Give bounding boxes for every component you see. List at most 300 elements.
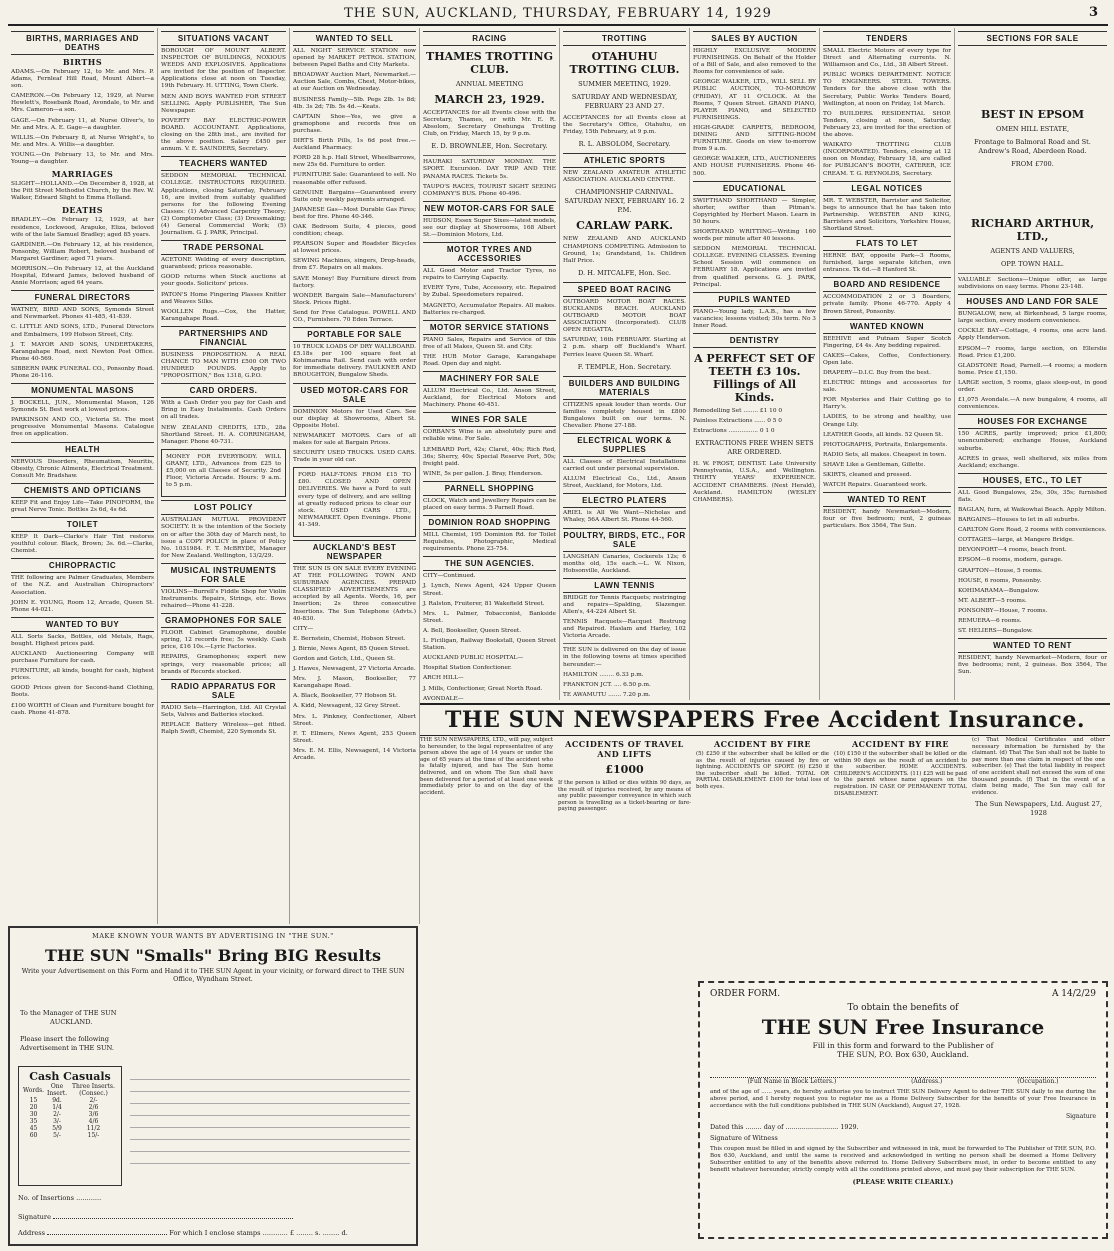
list-item: PIANO Sales, Repairs and Service of this free of all Makes, Queen St. and City. [423,336,556,350]
list-item: MONEY FOR EVERYBODY. WILL GRANT, LTD., Advances from £25 to £5,000 on all Classes of Security. 2nd Floor, Victoria Arcade. Hours: 9 a.m. to 5 p.m. [166,453,281,489]
wanted-rent-head: WANTED TO RENT [958,638,1107,653]
list-item: VIOLINS—Burrell's Fiddle Shop for Violin Instruments. Repairs, Strings, etc. Bows rehaired—Phone 41-228. [161,588,286,610]
list-item: ARCH HILL— [423,675,464,682]
insurance-signature: The Sun Newspapers, Ltd. August 27, 1928 [975,800,1102,818]
toilet-head: TOILET [11,517,154,532]
table-row [23,1118,117,1125]
smalls-headline: THE SUN "Smalls" Bring BIG Results [44,946,381,965]
order-form-number: A 14/2/29 [1051,989,1096,999]
list-item: WONDER Bargain Sale—Manufacturers' Stock. Prices Right. [293,292,416,306]
list-item: TE AWAMUTU ....... 7.20 p.m. [563,691,651,698]
money-ad [161,449,286,497]
agent-name: RICHARD ARTHUR, LTD., [970,217,1095,243]
list-item: ACRES in grass, well sheltered, six miles from Auckland; exchange. [958,455,1107,469]
fire-head-2: ACCIDENT BY FIRE [851,739,950,749]
summer-meeting: SUMMER MEETING, 1929. [578,80,671,88]
list-item: HOUSE, 6 rooms, Ponsonby. [958,577,1042,584]
order-form [698,981,1108,1239]
list-item: GAGE.—On February 11, at Nurse Oliver's, to Mr. and Mrs. A. E. Gage—a daughter. [11,117,154,131]
list-item: J. BOCKELL, JUN., Monumental Mason, 126 Symonds St. Best work at lowest prices. [11,400,154,414]
name-label: (Full Name in Block Letters.) [747,1078,837,1085]
pupils-head: PUPILS WANTED [693,292,816,307]
list-item: Extractions ................ 0 1 0 [693,428,775,435]
insurance-col-4 [834,737,967,997]
ad-line[interactable] [130,1152,410,1164]
list-item: SHAVE Like a Gentleman, Gillette. [823,461,926,468]
used-cars-head: USED MOTOR-CARS FOR SALE [293,383,416,407]
divider [423,155,556,156]
ad-line[interactable] [130,1080,410,1092]
list-item: Painless Extractions ...... 0 5 0 [693,418,782,425]
ford-ad [293,467,416,537]
chemists-head: CHEMISTS AND OPTICIANS [11,483,154,498]
list-item: CARLTON Gore Road, 2 rooms with conveniences. [958,527,1107,534]
divider [563,643,686,644]
order-address: THE SUN, P.O. Box 630, Auckland. [837,1050,969,1059]
list-item: BROADWAY Auction Mart, Newmarket.—Auction Sale, Combs, Chest, Motor-bikes, at our Auction on Wednesday. [293,72,416,93]
gramophones-head: GRAMOPHONES FOR SALE [161,613,286,628]
list-item: EPSOM—7 rooms, large section, on Ellerslie Road. Price £1,200. [958,345,1107,359]
list-item: HIGH-GRADE CARPETS, BEDROOM, DINING AND SITTING-ROOM FURNITURE. Goods on view to-morrow from 9 a.m. [693,124,816,153]
list-item: BUSINESS PROPOSITION. A REAL CHANCE TO MAN WITH £500 OR TWO HUNDRED POUNDS. Apply to "PROPOSITION," Box 1318, G.P.O. [161,351,286,380]
list-item: FURNITURE Sale: Guaranteed to sell. No reasonable offer refused. [293,172,416,186]
dated-line: Dated this ........ day of .......................... 1929. [710,1123,859,1131]
list-item: NEW ZEALAND CREDITS, LTD., 28a Shortland Street. H. A. CORRINGHAM, Manager. Phone 40-731. [161,424,286,445]
table-header [23,1083,117,1097]
annual-meeting: ANNUAL MEETING [455,80,524,88]
list-item: LANGSHAN Canaries, Cockerels 12s; 6 months old, 15s each.—L. W. Nixon, Hobsonville, Auckland. [563,553,686,574]
list-item: SECURITY USED TRUCKS. USED CARS. Trade in your old car. [293,450,416,464]
list-item: GLADSTONE Road, Parnell.—4 rooms; a modern home. Price £1,150. [958,362,1107,376]
electrical-head: ELECTRICAL WORK & SUPPLIES [563,433,686,457]
insurance-amount: £1000 [605,763,644,776]
list-item: GARDINER.—On February 12, at his residence, Ponsonby, William Robert, beloved husband of Margaret Gardiner; aged 71 years. [11,241,154,262]
column-auctions [690,28,820,700]
list-item: ALL Good Bungalows, 25s, 30s, 35s; furnished flats. [958,489,1107,503]
list-item: CAMERON.—On February 12, 1929, at Nurse Hewlett's, Rosebank Road, Avondale, to Mr. and Mrs. Cameron—a son. [11,93,154,114]
list-item: BARGAINS—Houses to let in all suburbs. [958,517,1080,524]
list-item: LADIES, to be strong and healthy, use Orange Lily. [823,414,951,428]
trot-secretary: R. L. ABSOLOM, Secretary. [578,140,671,149]
order-intro: To obtain the benefits of [847,1003,959,1013]
advertisement-in: Advertisement in THE SUN. [20,1044,114,1052]
educational-head: EDUCATIONAL [693,181,816,196]
cell: 2/- [89,1097,98,1104]
list-item: BAGLAN, furn, at Waikowhai Beach. Apply Milton. [958,506,1107,513]
meeting-date: MARCH 23, 1929. [434,93,545,106]
page-number: 3 [1088,5,1098,20]
name-field[interactable] [710,1065,1096,1078]
list-item: ALL Sorts Sacks, Bottles, old Metals, Rags, bought. Highest prices paid. [11,633,154,647]
order-form-label: ORDER FORM. [710,989,781,999]
births-head: BIRTHS [62,57,103,67]
list-item: ELECTRIC fittings and accessories for sale. [823,380,951,394]
list-item: COTTAGES—large, at Mangere Bridge. [958,537,1074,544]
cell: 4/6 [88,1118,99,1125]
list-item: J. Lynch, News Agent, 424 Upper Queen Street. [423,583,556,597]
list-item: J. Ralston, Fruiterer, 81 Wakefield Street. [423,600,545,607]
tyres-head: MOTOR TYRES AND ACCESSORIES [423,242,556,266]
list-item: SIBBERN PARK FUNERAL CO., Ponsonby Road. Phone 26-116. [11,365,154,379]
list-item: SKIRTS, cleaned and pressed. [823,472,912,479]
smalls-form [8,926,418,1246]
witness-label: Signature of Witness [710,1134,778,1142]
list-item: GRAFTON—House, 5 rooms. [958,567,1043,574]
list-item: POVERTY BAY ELECTRIC-POWER BOARD. ACCOUNTANT. Applications, closing on the 28th inst., are invited for the above position. Salary £450 per annum. V. E. SAUNDERS, Secretary. [161,117,286,153]
please-write-clearly: (PLEASE WRITE CLEARLY.) [852,1178,954,1186]
order-title: THE SUN Free Insurance [761,1015,1045,1039]
cell: 30 [29,1111,38,1118]
to-city: AUCKLAND. [50,1018,93,1026]
list-item: HAURAKI SATURDAY MONDAY. THE SPORT. Excursion. DAY TRIP AND THE PANAMA RACES. Tickets 5s. [423,159,556,180]
list-item: (10) £150 if the subscriber shall be killed or die within 90 days as the result of an accident to the subscriber. HOME ACCIDENTS. CHILDREN'S ACCIDENTS. (11) £25 will be paid to the parent whose name appears on the registration. IN CASE OF PERMANENT TOTAL DISABLEMENT. [834,751,967,797]
list-item: NEWMARKET MOTORS. Cars of all makes for sale at Bargain Prices. [293,432,416,446]
list-item: C. LITTLE AND SONS, LTD., Funeral Directors and Embalmers, 199 Hobson Street, City. [11,324,154,338]
list-item: CAKES—Cakes, Coffee, Confectionery. Open late. [823,352,951,366]
agents-head: AUCKLAND'S BEST NEWSPAPER [293,540,416,564]
list-item: BRADLEY.—On February 12, 1929, at her residence, Lockwood, Arapuke, Eliza, beloved wife of the late Samuel Bradley; aged 85 years. [11,217,154,238]
list-item: PEARSON Super and Roadster Bicycles at lowest prices. [293,241,416,255]
list-item: SEDDON MEMORIAL TECHNICAL COLLEGE. EVENING CLASSES. Evening School Session will commence on FEBRUARY 18. Applications are invited from qualified persons. G. J. PARK, Principal. [693,246,816,288]
list-item: RESIDENT, handy Newmarket—Modern, four or five bedroom; rent, 2 guineas particulars. Box 3564, The Sun. [823,509,951,530]
list-item: TENNIS Racquets—Racquet Restrung and Repaired. Haslam and Harley, 102 Victoria Arcade. [563,619,686,640]
list-item: PATON'S Home Fingering Plasses Knitter and Weaves Silks. [161,291,286,305]
ad-line[interactable] [130,1140,410,1152]
list-item: Send for Free Catalogue. POWELL AND CO., Furnishers. 70 Eden Terrace. [293,309,416,323]
section-head: BIRTHS, MARRIAGES AND DEATHS [11,31,154,55]
section-head: SALES BY AUCTION [693,31,816,46]
list-item: ST. HELIERS—Bungalow. [958,628,1033,635]
list-item: HUDSON, Essex Super Sixes—latest models, see our display at Showrooms, 168 Albert St.—Dominion Motors, Ltd. [423,217,556,239]
list-item: EVERY Tyre, Tube, Accessory, etc. Repaired by Zubal. Speedometers repaired. [423,285,556,299]
list-item: Mrs. J. Mason, Bookseller, 77 Karangahape Road. [293,676,416,690]
list-item: £1,075 Avondale.—A new bungalow, 4 rooms, all conveniences. [958,397,1107,411]
table-row [23,1132,117,1139]
list-item: 150 ACRES, partly improved; price £1,800; unencumbered; exchange House, Auckland suburbs. [958,431,1107,452]
to-manager: To the Manager of THE SUN [20,1009,117,1017]
insurance-col-2 [558,737,691,997]
header-cell: Words. [23,1086,45,1094]
list-item: BRIDGE for Tennis Racquets; restringing and repairs—Spalding, Slazenger. Allen's, 44-224 Albert St. [563,594,686,615]
list-item: RADIO Sets—Harrington, Ltd. All Crystal Sets, Valves and Batteries stocked. [161,704,286,718]
funeral-head: FUNERAL DIRECTORS [11,290,154,305]
list-item: CORBAN'S Wine is an absolutely pure and reliable wine. For Sale. [423,429,556,443]
list-item: F. T. Ellmers, News Agent, 253 Queen Street. [293,730,416,744]
list-item: THE SUN is delivered on the day of issue in the following towns at times specified hereunder:— [563,647,686,668]
list-item: (c) That Medical Certificates and other necessary information be furnished by the claimant. (d) That The Sun shall not be liable to pay more than one claim in respect of the one subscriber. (e) That the total liability in respect of one accident shall not exceed the sum of one thousand pounds. (f) That in the event of a claim being made, The Sun may call for evidence. [972,737,1105,796]
list-item: THE HUB Motor Garage, Karangahape Road. Open day and night. [423,353,556,367]
list-item: ALL NIGHT SERVICE STATION now opened by MARKET PETROL STATION, between Papel Baths and City Markets. [293,48,416,69]
list-item: BUSINESS Family—5lb. Pegs 2lb. 1s 8d; 4lb. 3s 2d; 7lb. 5s 4d.—Keats. [293,96,416,110]
list-item: PIANO—Young lady, L.A.B., has a few vacancies; lessons visited; 30s term. No 3 Inner Road. [693,308,816,329]
list-item: ALLUM Electrical Co., Ltd. Anson Street, Auckland, for Electrical Motors and Machinery. Phone 40-451. [423,388,556,409]
list-item: Mrs. L. Palmer, Tobacconist, Bankside Street. [423,610,556,624]
chiro-head: CHIROPRACTIC [11,558,154,573]
wanted-known-head: WANTED KNOWN [823,319,951,334]
column-wanted-to-sell [290,28,420,924]
ad-line[interactable] [130,1068,410,1080]
list-item: ACCEPTANCES for all Events close with the Secretary, Thames, or with Mr. E. R. Absolom, Secretary Onehunga Trotting Club, on Friday, March 15, by 9 p.m. [423,110,556,138]
extractions-free: EXTRACTIONS FREE WHEN SETS ARE ORDERED. [695,439,814,457]
list-item: Hospital Station Confectioner. [423,665,512,672]
order-note: This coupon must be filled in and signed by the Subscriber and witnessed in ink, must be forwarded to The Publisher of THE SUN, P.O. Box 630, Auckland, and until the same is received and acknowledged in writing no person shall be deemed a Home Delivery Subscriber entitled to any of the benefits above referred to. Home Delivery Subscribers must, in order to become entitled to any benefit whatever hereunder, strictly comply with all the conditions printed above, and must pay their subscription for THE SUN. [710,1146,1096,1173]
cell: 20 [29,1104,38,1111]
list-item: (5) £250 if the subscriber shall be killed or die as the result of injuries caused by fire or lightning. ACCIDENTS OF SPORT. (6) £250 if the subscriber shall be killed. TOTAL OR PARTIAL DISABLEMENT. £100 for total loss of both eyes. [696,751,829,790]
list-item: MT. ALBERT—5 rooms. [958,597,1027,604]
section-head: RACING [423,31,556,46]
new-cars-head: NEW MOTOR-CARS FOR SALE [423,201,556,216]
list-item: BOROUGH OF MOUNT ALBERT. INSPECTOR OF BUILDINGS, NOXIOUS WEEDS AND EXPLOSIVES. Applications are invited for the position of Inspector. Applications close at noon on Tuesday, 19th February. H. UTTING, Town Clerk. [161,48,286,90]
ad-line[interactable] [130,1116,410,1128]
list-item: EPSOM—6 rooms, modern, garage. [958,557,1063,564]
insertions-field[interactable]: No. of Insertions ............ [18,1194,102,1202]
lost-policy-head: LOST POLICY [161,500,286,515]
list-item: Mrs. L. Pinkney, Confectioner, Albert Street. [293,713,416,727]
section-head: SITUATIONS VACANT [161,31,286,46]
list-item: AUCKLAND Auctioneering Company will purchase Furniture for cash. [11,650,154,665]
list-item: BEEHIVE and Putnam Super Scotch Fingering, £4 4s. Any bedding repaired. [823,335,951,349]
list-item: SEWING Machines, singers, Drop-heads, from £7. Repairs on all makes. [293,258,416,272]
list-item: PONSONBY—House, 7 rooms. [958,607,1048,614]
cash-casuals-title: Cash Casuals [29,1070,111,1083]
list-item: DOMINION Motors for Used Cars. See our display at Showrooms, Albert St. Opposite Hotel. [293,408,416,429]
cell: 15 [29,1097,38,1104]
table-row [23,1111,117,1118]
list-item: LEATHER Goods, all kinds. 52 Queen St. [823,431,944,438]
list-item: FLOOR Cabinet Gramophone, double spring, 12 records free; 5s weekly. Cash price, £16 10s.—Lyric Factories. [161,630,286,651]
list-item: PUBLIC WORKS DEPARTMENT. NOTICE TO ENGINEERS. STEEL TOWERS. Tenders for the above close with the Secretary, Public Works Tenders Board, Wellington, at noon on Friday, 1st March. [823,72,951,107]
enclose-stamps: For which I enclose stamps ............ £ ........ s. ........ d. [169,1229,348,1237]
list-item: JOHN E. YOUNG, Room 12, Arcade, Queen St. Phone 44-021. [11,599,154,613]
list-item: OUTBOARD MOTOR BOAT RACES. BUCKLANDS BEACH. AUCKLAND OUTBOARD MOTOR BOAT ASSOCIATION (Incorporated). CLUB OPEN REGATTA. [563,298,686,334]
ad-line[interactable] [130,1092,410,1104]
list-item: A. Kidd, Newsagent, 32 Grey Street. [293,703,401,710]
table-row [23,1125,117,1132]
order-fill: Fill in this form and forward to the Publisher of [812,1041,994,1050]
list-item: ARIEL is All We Want—Nicholas and Whaley, 56A Albert St. Phone 44-560. [563,510,686,524]
trot-dates: SATURDAY AND WEDNESDAY, FEBRUARY 23 AND 27. [571,93,678,110]
list-item: NEW ZEALAND AMATEUR ATHLETIC ASSOCIATION. AUCKLAND CENTRE. [563,170,686,184]
list-item: FOR Mysteries and Hair Cutting go to Harry's. [823,397,951,411]
tennis-head: LAWN TENNIS [563,578,686,593]
list-item: FRANKTON JCT. .... 6.50 p.m. [563,681,651,688]
list-item: ACCOMMODATION 2 or 3 Boarders, private family. Phone 46-770. Apply 4 Brown Street, Ponsonby. [823,294,951,315]
partnership-head: PARTNERSHIPS AND FINANCIAL [161,326,286,350]
card-orders-head: CARD ORDERS. [161,383,286,398]
smalls-instructions: Write your Advertisement on this Form and Hand it to THE SUN Agent in your vicinity, or forward direct to THE SUN Office, Wyndham Street. [21,967,405,983]
list-item: SAVE Money! Buy Furniture direct from factory. [293,275,416,289]
health-head: HEALTH [11,442,154,457]
athletic-date: CHAMPIONSHIP CARNIVAL. SATURDAY NEXT, FEBRUARY 16. 2 P.M. [564,188,685,215]
address-row [18,1228,348,1237]
list-item: AUSTRALIAN MUTUAL PROVIDENT SOCIETY. It is the intention of the Society on or after the 30th day of March next, to issue a COPY POLICY in place of Policy No. 1031984. F. T. McBRYDE, Manager for New Zealand. Wellington, 13/2/29. [161,517,286,559]
address-field[interactable] [47,1228,167,1235]
list-item: GOOD Prices given for Second-hand Clothing, Boots. [11,685,154,699]
list-item: MR. T. WEBSTER, Barrister and Solicitor, begs to announce that he has taken into Partnership. WEBSTER AND KING, Barristers and Solicitors, Yorkshire House, Shortland Street. [823,197,951,232]
list-item: Remodelling Set ........ £1 10 0 [693,408,783,414]
list-item: CITY—Continued. [423,573,476,580]
list-item: RADIO Sets, all makes. Cheapest in town. [823,451,947,458]
column-racing [420,28,560,700]
speed-secretary: F. TEMPLE, Hon. Secretary. [577,362,672,371]
column-trotting [560,28,690,700]
list-item: MILL Chemist, 195 Dominion Rd. for Toilet Requisites, Photographic, Medical requirements. Phone 23-754. [423,532,556,553]
list-item: J. Birnie, News Agent, 85 Queen Street. [293,645,410,652]
list-item: COCKLE BAY—Cottage, 4 rooms, one acre land. Apply Henderson. [958,328,1107,342]
epsom-title: BEST IN EPSOM [980,108,1085,121]
list-item: ALL Classes of Electrical Installations carried out under personal supervision. [563,458,686,473]
list-item: Gordon and Gotch, Ltd., Queen St. [293,656,396,662]
wanted-to-buy-head: WANTED TO BUY [11,617,154,632]
agent-address: OPP. TOWN HALL. [1001,260,1064,268]
divider [958,273,1107,274]
list-item: KEEP It Dark—Clarke's Hair Tint restores youthful colour. Black, Brown; 3s. 6d.—Clarke, Chemist. [11,534,154,555]
speed-boat-head: SPEED BOAT RACING [563,282,686,297]
thames-club: THAMES TROTTING CLUB. [426,50,553,76]
list-item: DRAPERY—D.I.C. Buy from the best. [823,370,931,376]
column-sections [955,28,1110,700]
list-item: WATNEY, BIRD AND SONS, Symonds Street and Newmarket. Phones 41-485, 41-839. [11,307,154,321]
builders-head: BUILDERS AND BUILDING MATERIALS [563,376,686,400]
agencies-head: THE SUN AGENCIES. [423,556,556,571]
spacer [958,48,1107,104]
list-item: REPAIRS, Gramophones; expert new springs, very reasonable prices; all brands of Records stocked. [161,654,286,675]
platers-head: ELECTRO PLATERS [563,493,686,508]
list-item: WOOLLEN Rugs.—Cox, the Hatter, Karangahape Road. [161,308,286,322]
list-item: J. Mills, Confectioner, Great North Road. [423,685,543,692]
cell: 3/6 [88,1111,99,1118]
cell: 5/9 [52,1125,62,1132]
signature-label: Signature [18,1213,51,1221]
cell: 11/2 [86,1125,101,1132]
agent-role: AGENTS AND VALUERS, [990,247,1075,255]
insurance-title: THE SUN NEWSPAPERS Free Accident Insurance. [420,703,1110,736]
list-item: JAPANESE Gas—Most Durable Gas Fires; best for fire. Phone 40-346. [293,206,416,220]
list-item: KOHIMARAMA—Bungalow. [958,587,1040,594]
header-cell: One Insert. [46,1083,68,1097]
list-item: OAK Bedroom Suite, 4 pieces, good condition; cheap. [293,223,416,238]
list-item: FORD HALF-TONS FROM £15 TO £80. CLOSED AND OPEN DELIVERIES. We have a Ford to suit every type of delivery, and are selling at greatly reduced prices to clear our stock. USED CARS LTD., NEWMARKET. Open Evenings. Phone 41-349. [298,472,411,528]
list-item: J. Hawes, Newsagent, 27 Victoria Arcade. [293,666,416,673]
teachers-head: TEACHERS WANTED [161,156,286,171]
portable-head: PORTABLE FOR SALE [293,327,416,342]
list-item: L. Ficiligan, Railway Bookstall, Queen Street Station. [423,638,556,652]
list-item: MORRISON.—On February 12, at the Auckland Hospital, Edward James, beloved husband of Annie Morrison; aged 64 years. [11,265,154,287]
music-head: MUSICAL INSTRUMENTS FOR SALE [161,563,286,587]
ad-line[interactable] [130,1128,410,1140]
epsom-estate: OMEN HILL ESTATE, [995,125,1070,133]
ad-line[interactable] [130,1104,410,1116]
dominion-head: DOMINION ROAD SHOPPING [423,515,556,530]
list-item: WATCH Repairs. Guaranteed work. [823,482,928,489]
cell: 5/- [53,1132,61,1139]
list-item: PARKINSON AND CO., Victoria St. The most progressive Monumental Masons. Catalogue free on application. [11,417,154,438]
list-item: HIGHLY EXCLUSIVE MODERN FURNISHINGS. On Behalf of the Holder of a Bill of Sale, and also removed to the Rooms for convenience of sale. [693,48,816,76]
parnell-head: PARNELL SHOPPING [423,481,556,496]
list-item: PHOTOGRAPHS, Portraits, Enlargements. [823,441,948,448]
address-label: (Address.) [911,1078,943,1085]
list-item: KEEP Fit and Enjoy Life—Take PINOFORM, the great Nerve Tonic. Bottles 2s 6d, 4s 6d. [11,499,154,513]
ad-text-lines[interactable] [130,1068,410,1164]
list-item: NERVOUS Disorders, Rheumatism, Neuritis, Obesity, Chronic Ailments, Electrical Treatment. Consult Mr. Bradshaw. [11,458,154,479]
athletic-venue: CARLAW PARK. [576,219,673,233]
cell: 15/- [87,1132,100,1139]
to-let-head: HOUSES, ETC., TO LET [958,473,1107,488]
wanted-rent-head: WANTED TO RENT [823,492,951,507]
list-item: THE following are Palmer Graduates, Members of the N.Z. and Australian Chiropractors' Association. [11,575,154,596]
cell: 2/6 [88,1104,99,1111]
list-item: GEORGE WALKER, LTD., AUCTIONEERS AND HOUSE FURNISHERS. Phone 46-500. [693,156,816,177]
list-item: AUCKLAND PUBLIC HOSPITAL— [423,655,524,662]
teeth-offer: A PERFECT SET OF TEETH £3 10s. Fillings of All Kinds. [694,352,815,404]
list-item: WAIKATO TROTTING CLUB (INCORPORATED). Tenders, closing at 12 noon on Monday, February 18, are called for PUBLICAN'S BOOTH, CATERER, ICE CREAM. T. G. REYNOLDS, Secretary. [823,142,951,177]
list-item: BUNGALOW, new, at Birkenhead, 5 large rooms, large section, every modern convenience. [958,311,1107,325]
cell: 9d. [52,1097,62,1104]
list-item: SATURDAY, 16th FEBRUARY. Starting at 2 p.m. sharp off Buckland's Wharf. Ferries leave Queen St. Wharf. [563,337,686,358]
section-head: WANTED TO SELL [293,31,416,46]
column-births-deaths [8,28,158,924]
order-body: and of the age of ...... years, do hereby authorise you to instruct THE SUN Delivery Agent to deliver THE SUN daily to me during the above period, and I hereby request you to register me as a Home Delivery Subscriber for the benefits of your Free Insurance in accordance with the full conditions published in THE SUN (Auckland), August 27, 1928. [710,1089,1096,1109]
list-item: TAUPO'S RACES, TOURIST SIGHT SEEING COMPANY'S BUS. Phone 40-496. [423,183,556,197]
list-item: REMUERA—6 rooms. [958,618,1022,624]
smalls-address-block [20,1009,406,1053]
please-insert: Please insert the following [20,1035,110,1043]
list-item: DEVONPORT—4 rooms, beach front. [958,547,1067,554]
cell: 60 [29,1132,38,1139]
machinery-head: MACHINERY FOR SALE [423,371,556,386]
signature-field[interactable] [53,1212,293,1219]
list-item: SWIFTHAND SHORTHAND — Simpler, shorter, swifter than Pitman's. Copyrighted by Herbert Mason. Learn in 50 hours. [693,197,816,225]
list-item: With a Cash Order you pay for Cash and Bring in Easy Instalments. Cash Orders on all trades. [161,400,286,421]
flats-head: FLATS TO LET [823,236,951,251]
fire-head: ACCIDENT BY FIRE [713,739,812,749]
list-item: REPLACE Battery Wireless—get fitted. Ralph Swift, Chemist, 220 Symonds St. [161,721,286,735]
section-head: TENDERS [823,31,951,46]
list-item: YOUNG.—On February 13, to Mr. and Mrs. Young—a daughter. [11,151,154,166]
list-item: CAPTAIN Shoe—Yes, we give a gramophone and records free on purchase. [293,113,416,134]
list-item: 10 TRUCK LOADS OF DRY WALLBOARD. £5.18s per 100 square feet at Kohimarama Rail. Send cash with order for immediate delivery. FAULKNER AND BROUGHTON, Bungalow Sheds. [293,344,416,379]
page-date: THE SUN, AUCKLAND, THURSDAY, FEBRUARY 14, 1929 [344,6,772,21]
list-item: THE SUN NEWSPAPERS, LTD., will pay, subject to hereunder, to the legal representative of any person above the age of 14 years or under the age of 65 years at the time of the accident who is fatally injured, and has The Sun home delivered, and on whom The Sun shall have been delivered for a period of at least one week immediately prior to and on the day of the accident. [420,737,553,796]
houses-head: HOUSES AND LAND FOR SALE [958,294,1107,309]
table-row [23,1104,117,1111]
signature-row [18,1212,293,1221]
service-head: MOTOR SERVICE STATIONS [423,320,556,335]
column-tenders [820,28,955,700]
table-row [23,1097,117,1104]
insurance-col-3 [696,737,829,997]
list-item: GENUINE Bargains—Guaranteed every Suite only weekly payments arranged. [293,189,416,203]
occupation-label: (Occupation.) [1017,1078,1059,1085]
list-item: LEMBARD Port, 42s; Claret, 40s; Rich Red, 36s; Sherry, 40s; Special Reserve Port, 50s; freight paid. [423,446,556,467]
list-item: ACCEPTANCES for all Events close at the Secretary's Office, Otahuhu, on Friday, 15th February, at 9 p.m. [563,115,686,136]
list-item: SEDDON MEMORIAL TECHNICAL COLLEGE. INSTRUCTORS REQUIRED. Applications, closing Saturday, February 16, are invited from suitably qualified persons for the following Evening Classes: (1) Advanced Carpentry Theory; (2) Comptometer Class; (3) Dressmaking; (4) General Commercial Work; (5) Journalism. G. J. PARK, Principal. [161,173,286,237]
list-item: £100 WORTH of Clean and Furniture bought for cash. Phone 41-878. [11,702,154,716]
list-item: ALLUM Electrical Co., Ltd., Anson Street, Auckland, for Motors, Ltd. [563,476,686,490]
smalls-tagline: MAKE KNOWN YOUR WANTS BY ADVERTISING IN "THE SUN." [92,932,334,940]
deaths-head: DEATHS [61,205,104,216]
list-item: A. Bell, Bookseller, Queen Street. [423,627,522,634]
otahuhu-club: OTAHUHU TROTTING CLUB. [569,50,680,76]
list-item: E. Bernstein, Chemist, Hobson Street. [293,635,406,642]
athletic-secretary: D. H. MITCALFE, Hon. Sec. [577,268,672,277]
spacer [958,173,1107,213]
list-item: MAGNETO, Accumulator Repairs. All makes. Batteries re-charged. [423,302,556,316]
section-head: SECTIONS FOR SALE [958,31,1107,46]
list-item: SHORTHAND WRITTING—Writing 160 words per minute after 40 lessons. [693,228,816,243]
births-list [11,69,154,166]
list-item: FURNITURE, all kinds, bought for cash, highest prices. [11,668,154,682]
